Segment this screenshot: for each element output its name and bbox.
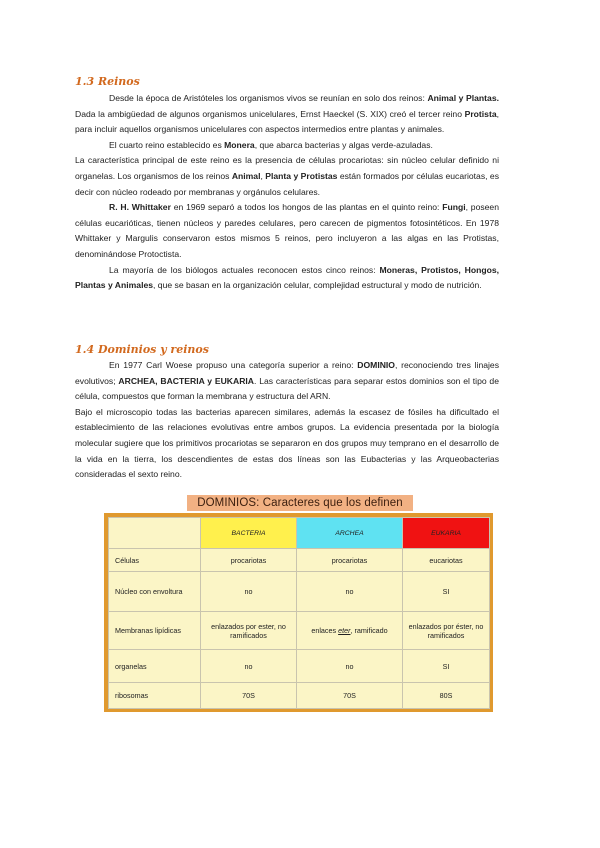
text-run: en 1969 separó a todos los hongos de las plantas en el quinto reino: (170, 202, 443, 213)
bold-text: ARCHEA, BACTERIA y EUKARIA (118, 375, 255, 386)
bold-text: Monera (224, 139, 255, 150)
table-cell: SI (403, 572, 490, 612)
table-row (109, 683, 490, 709)
table-cell: SI (403, 650, 490, 683)
paragraph (75, 91, 499, 138)
text-run: , que abarca bacterias y algas verde-azuladas. (254, 139, 433, 150)
bold-text: Animal y Plantas. (427, 93, 499, 103)
paragraph: Bajo el microscopio todas las bacterias aparecen similares, además la escasez de fósiles ha dificultado el establecimiento de las relaciones evolutivas entre ambos grupos. La evidencia presentada por la biología molecular sugiere que los primitivos procariotas se separaron en dos grupos muy temprano en el desarrollo de la vida en la tierra, los descendientes de estas dos líneas son las Eubacterias y las Arqueobacterias consideradas el sexto reino. (75, 406, 499, 480)
table-cell: 70S (297, 683, 403, 709)
bold-text: Animal (231, 170, 261, 181)
bold-text: DOMINIO (357, 360, 395, 370)
header-cell-eukaria: EUKARIA (403, 518, 490, 549)
bold-text: Moneras, Protistos, Hongos, Plantas y Animales (75, 264, 499, 291)
text-run: están formados por células eucariotas, es decir con núcleo rodeado por membranas y orgánulos celulares. (75, 170, 500, 197)
text-run: La característica principal de este reino es la presencia de células procariotas: sin núcleo celular definido ni organelas. Los organismos de los reinos (75, 155, 499, 181)
bold-text: Fungi (442, 202, 466, 213)
text-run: enlaces (311, 626, 339, 635)
dominios-table (108, 517, 490, 709)
text-run: , poseen células eucarióticas, tienen núcleos y paredes celulares, pero carecen de pigmentos fotosintéticos. En 1978 Whittaker y Margulis conservaron estos mismos 5 reinos, pero incluyeron a las algas en las Protistas, denominándose Protoctista. (75, 202, 499, 259)
table-cell: enlazados por ester, no ramificados (201, 612, 297, 650)
row-label: Núcleo con envoltura (109, 572, 201, 612)
paragraph (75, 153, 499, 200)
text-run: , reconociendo tres linajes evolutivos; (75, 360, 500, 386)
text-run: , (260, 170, 266, 181)
row-label: Células (109, 549, 201, 572)
table-row (109, 650, 490, 683)
text-run: En 1977 Carl Woese propuso una categoría superior a reino: (109, 360, 358, 370)
section-heading-dominios: 1.4 Dominios y reinos (75, 343, 209, 356)
row-label: ribosomas (109, 683, 201, 709)
underlined-text: eter (338, 626, 351, 635)
section-body-dominios (75, 358, 499, 483)
table-cell: 70S (201, 683, 297, 709)
bold-text: Protista (464, 108, 497, 119)
text-run: Desde la época de Aristóteles los organismos vivos se reunían en solo dos reinos: (109, 93, 428, 103)
table-row (109, 612, 490, 650)
dominios-table-frame (104, 513, 493, 712)
section-body-reinos (75, 91, 499, 294)
table-row (109, 549, 490, 572)
paragraph (75, 200, 499, 262)
paragraph (75, 138, 499, 154)
header-cell-archea: ARCHEA (297, 518, 403, 549)
bold-text: R. H. Whittaker (109, 202, 171, 213)
table-cell: enlazados por éster, no ramificados (403, 612, 490, 650)
table-row (109, 572, 490, 612)
text-run: Dada la ambigüedad de algunos organismos unicelulares, Ernst Haeckel (S. XIX) creó el tercer reino (75, 108, 465, 119)
text-run: , ramificado (350, 626, 388, 635)
table-header-row (109, 518, 490, 549)
header-cell-empty (109, 518, 201, 549)
table-title: DOMINIOS: Caracteres que los definen (187, 495, 413, 511)
table-cell: eucariotas (403, 549, 490, 572)
paragraph (75, 263, 499, 294)
table-cell: no (297, 572, 403, 612)
table-cell: no (297, 650, 403, 683)
text-run: . Las características para separar estos dominios son el tipo de célula, compuestos que forman la membrana y estructura del ARN. (75, 375, 499, 402)
table-cell: procariotas (297, 549, 403, 572)
bold-text: Planta y Protistas (265, 170, 338, 181)
table-cell: no (201, 572, 297, 612)
paragraph (75, 358, 499, 405)
table-cell: no (201, 650, 297, 683)
table-cell (297, 612, 403, 650)
text-run: , que se basan en la organización celular, complejidad estructural y modo de nutrición. (153, 280, 482, 291)
header-cell-bacteria: BACTERIA (201, 518, 297, 549)
row-label: organelas (109, 650, 201, 683)
text-run: , para incluir aquellos organismos unicelulares con aspectos intermedios entre plantas y animales. (75, 108, 499, 135)
section-heading-reinos: 1.3 Reinos (75, 75, 140, 88)
text-run: La mayoría de los biólogos actuales reconocen estos cinco reinos: (109, 264, 380, 275)
row-label: Membranas lipídicas (109, 612, 201, 650)
table-cell: 80S (403, 683, 490, 709)
text-run: El cuarto reino establecido es (109, 139, 225, 150)
table-cell: procariotas (201, 549, 297, 572)
